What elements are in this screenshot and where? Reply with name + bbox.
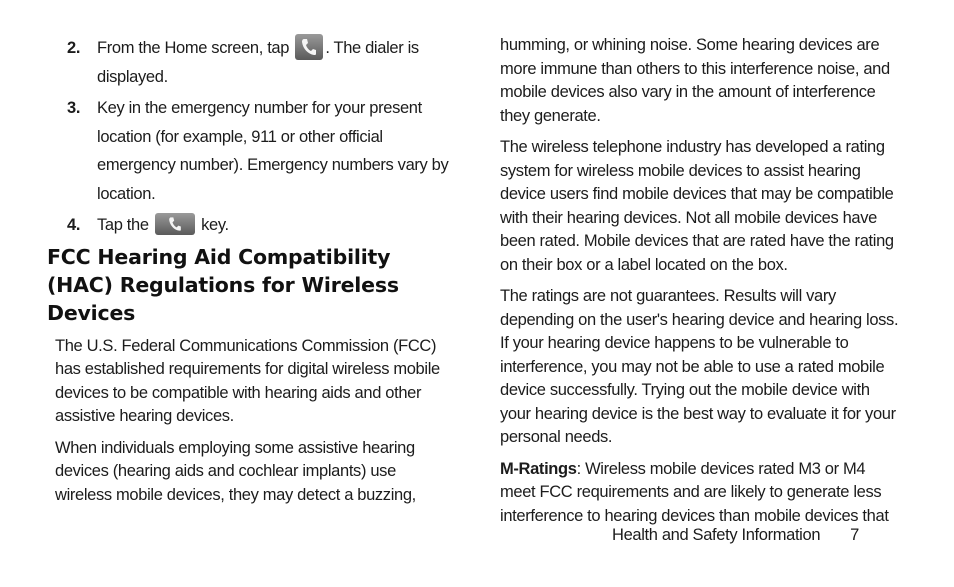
step-text-after: key. [196,216,229,234]
paragraph: The U.S. Federal Communications Commission (FCC) has established requirements for digital wireless mobile devices to be compatible with hearing aids and other assistive hearing devices. [55,336,440,425]
step-number: 3. [67,99,81,117]
step-text-after: . The dialer is displayed. [97,39,419,86]
step-4 [47,211,452,240]
m-ratings-text: : Wireless mobile devices rated M3 or M4 meet FCC requirements and are likely to generate less interference to hearing devices than mobile devices that [500,459,889,525]
step-text-before: From the Home screen, tap [97,39,294,57]
paragraph: The wireless telephone industry has developed a rating system for wireless mobile devices to assist hearing device users find mobile devices that may be compatible with their hearing devices. Not all mobile devices have been rated. Mobile devices that are rated have the rating on their box or a label located on the box. [500,138,894,274]
step-number: 4. [67,216,81,234]
page-footer [612,526,859,545]
paragraph: When individuals employing some assistive hearing devices (hearing aids and cochlear implants) use wireless mobile devices, they may detect a buzzing, [55,438,416,504]
step-3 [47,94,452,208]
step-text: Key in the emergency number for your present location (for example, 911 or other official emergency number). Emergency numbers vary by location. [97,99,449,203]
step-2 [47,34,452,91]
step-text-before: Tap the [97,216,153,234]
footer-section-title: Health and Safety Information [612,526,821,544]
step-number: 2. [67,39,81,57]
right-column [500,34,900,536]
section-heading: FCC Hearing Aid Compatibility (HAC) Regulations for Wireless Devices [47,244,399,325]
left-column [47,34,452,515]
call-key-icon [155,213,195,235]
paragraph: The ratings are not guarantees. Results will vary depending on the user's hearing device and hearing loss. If your hearing device happens to be vulnerable to interference, you may not be able to use a rated mobile device successfully. Trying out the mobile device with your hearing device is the best way to evaluate it for your personal needs. [500,287,899,446]
m-ratings-paragraph [500,458,900,529]
paragraph: humming, or whining noise. Some hearing devices are more immune than others to this interference noise, and mobile devices also vary in the amount of interference they generate. [500,36,890,125]
m-ratings-label: M-Ratings [500,459,577,478]
page-number: 7 [850,526,859,544]
phone-icon [295,34,323,60]
